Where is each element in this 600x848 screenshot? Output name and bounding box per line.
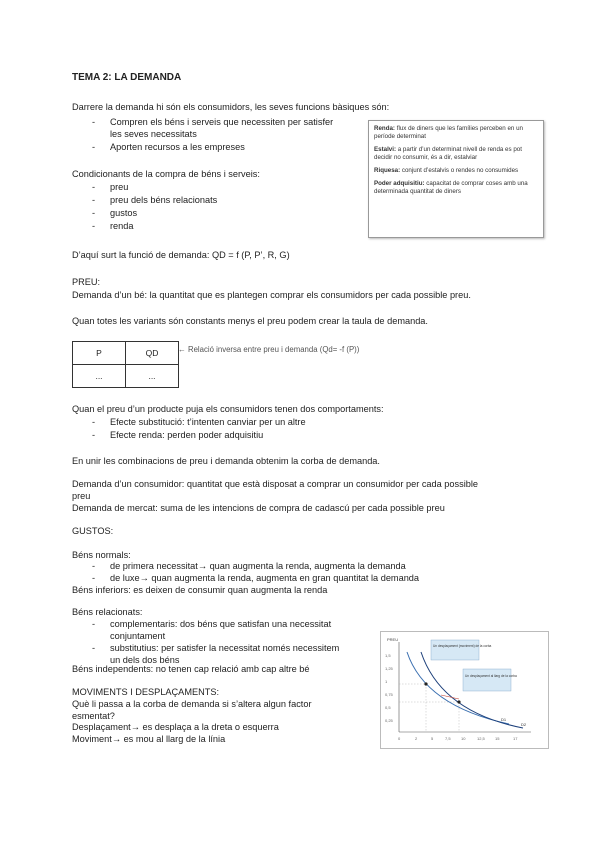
list-dash: - [92, 221, 96, 231]
demand-shift-graph [380, 631, 549, 749]
list-dash: - [92, 417, 96, 427]
term-renda: Renda: [374, 125, 395, 132]
list-item: de luxe→ quan augmenta la renda, augmenta en gran quantitat la demanda [110, 573, 420, 583]
list-item: complementaris: dos béns que satisfan una necessitat [110, 619, 332, 629]
inverse-relation-note: ← Relació inversa entre preu i demanda (Qd= -f (P)) [178, 345, 360, 354]
corba-text: En unir les combinacions de preu i demanda obtenim la corba de demanda. [72, 456, 380, 466]
list-item: preu [110, 182, 129, 192]
graph-note-box [431, 640, 479, 660]
x-tick: 15 [495, 736, 500, 741]
x-tick: 12,5 [477, 736, 485, 741]
list-item: Compren els béns i serveis que necessiten per satisfer [110, 117, 334, 127]
graph-note: Un desplaçament al llarg de la corba [465, 674, 517, 678]
graph-note-box [463, 669, 511, 691]
graph-note: Un desplaçament (moviment) de la corba [433, 644, 492, 648]
x-tick: 5 [431, 736, 434, 741]
x-tick: 7,5 [445, 736, 451, 741]
list-item: les seves necessitats [110, 129, 197, 139]
bens-normals: Béns normals: [72, 550, 131, 560]
moviments-question-cont: esmentat? [72, 711, 115, 721]
comportaments-intro: Quan el preu d’un producte puja els consumidors tenen dos comportaments: [72, 404, 384, 414]
moviments-heading: MOVIMENTS I DESPLAÇAMENTS: [72, 687, 220, 697]
demand-function: D’aquí surt la funció de demanda: QD = f (P, P’, R, G) [72, 250, 290, 260]
demanda-mercat: Demanda de mercat: suma de les intencions de compra de cadascú per cada possible preu [72, 503, 445, 513]
curve-label-d1: D1 [501, 717, 507, 722]
bens-independents: Béns independents: no tenen cap relació amb cap altre bé [72, 664, 310, 674]
table-header-p: P [73, 342, 126, 365]
taula-intro: Quan totes les variants són constants menys el preu podem crear la taula de demanda. [72, 316, 428, 326]
y-tick: 1 [385, 679, 388, 684]
list-item: de primera necessitat→ quan augmenta la renda, augmenta la demanda [110, 561, 406, 571]
preu-definition: Demanda d’un bé: la quantitat que es plantegen comprar els consumidors per cada possible preu. [72, 290, 471, 300]
demanda-consumidor: Demanda d’un consumidor: quantitat que està disposat a comprar un consumidor per cada possible [72, 479, 479, 489]
graph-y-label: PREU [387, 637, 399, 642]
definitions-box [368, 120, 544, 238]
list-item: substitutius: per satisfer la necessitat només necessitem [110, 643, 340, 653]
demand-table [72, 341, 179, 388]
list-item: preu dels béns relacionats [110, 195, 218, 205]
list-dash: - [92, 195, 96, 205]
list-dash: - [92, 561, 96, 571]
list-dash: - [92, 643, 96, 653]
term-estalvi: Estalvi: [374, 146, 397, 153]
list-item: conjuntament [110, 631, 166, 641]
demanda-consumidor-cont: preu [72, 491, 91, 501]
y-tick: 1,5 [385, 653, 391, 658]
bens-inferiors: Béns inferiors: es deixen de consumir quan augmenta la renda [72, 585, 328, 595]
x-tick: 0 [398, 736, 401, 741]
table-header-qd: QD [126, 342, 179, 365]
bens-relacionats: Béns relacionats: [72, 607, 143, 617]
def-renda: flux de diners que les famílies perceben en un període determinat [374, 125, 523, 140]
list-item: Aporten recursos a les empreses [110, 142, 245, 152]
y-tick: 0,25 [385, 718, 393, 723]
moviments-question: Què li passa a la corba de demanda si s’altera algun factor [72, 699, 312, 709]
def-poder: capacitat de comprar coses amb una determinada quantitat de diners [374, 180, 528, 195]
list-item: Efecte renda: perden poder adquisitiu [110, 430, 264, 440]
list-dash: - [92, 142, 96, 152]
moviment-text: Moviment→ es mou al llarg de la línia [72, 734, 226, 744]
list-item: Efecte substitució: t’intenten canviar per un altre [110, 417, 306, 427]
point-b [457, 700, 460, 703]
list-dash: - [92, 208, 96, 218]
list-dash: - [92, 619, 96, 629]
desplacament-text: Desplaçament→ es desplaça a la dreta o esquerra [72, 722, 279, 732]
preu-heading: PREU: [72, 277, 101, 287]
page-title: TEMA 2: LA DEMANDA [72, 72, 182, 83]
x-tick: 10 [461, 736, 466, 741]
list-dash: - [92, 182, 96, 192]
term-poder: Poder adquisitiu: [374, 180, 425, 187]
conditions-title: Condicionants de la compra de béns i serveis: [72, 169, 260, 179]
y-tick: 0,75 [385, 692, 393, 697]
y-tick: 1,25 [385, 666, 393, 671]
table-cell: ... [73, 365, 126, 388]
table-cell: ... [126, 365, 179, 388]
list-dash: - [92, 117, 96, 127]
gustos-heading: GUSTOS: [72, 526, 114, 536]
def-estalvi: a partir d’un determinat nivell de renda es pot decidir no consumir, és a dir, estalviar [374, 146, 522, 161]
def-riquesa: conjunt d’estalvis o rendes no consumides [401, 167, 519, 174]
list-item: gustos [110, 208, 138, 218]
intro-text: Darrere la demanda hi són els consumidors, les seves funcions bàsiques són: [72, 102, 390, 112]
list-item: renda [110, 221, 134, 231]
x-tick: 2 [415, 736, 418, 741]
list-dash: - [92, 430, 96, 440]
term-riquesa: Riquesa: [374, 167, 401, 174]
list-item: un dels dos béns [110, 655, 180, 665]
x-tick: 17 [513, 736, 518, 741]
demand-curves-svg [381, 632, 548, 748]
point-a [424, 682, 427, 685]
list-dash: - [92, 573, 96, 583]
curve-label-d2: D2 [521, 722, 527, 727]
y-tick: 0,5 [385, 705, 391, 710]
